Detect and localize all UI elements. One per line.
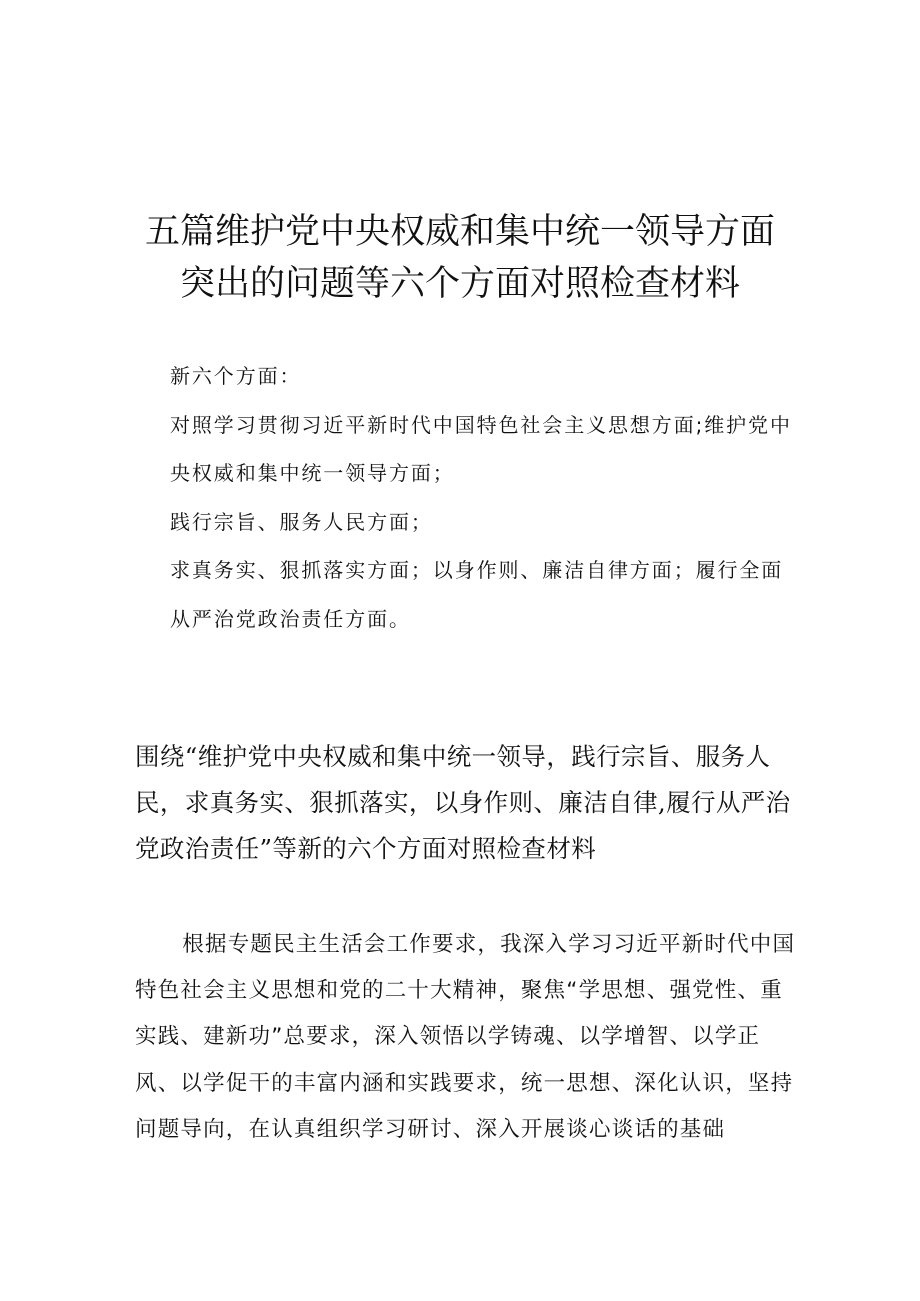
document-title bbox=[0, 206, 920, 310]
title-line-1: 五篇维护党中央权威和集中统一领导方面 bbox=[144, 212, 775, 252]
aspects-item: 求真务实、狠抓落实方面；以身作则、廉洁自律方面；履行全面从严治党政治责任方面。 bbox=[170, 558, 784, 631]
aspects-intro: 新六个方面： bbox=[170, 364, 302, 388]
aspects-item: 践行宗旨、服务人民方面； bbox=[170, 509, 433, 534]
section-heading: 围绕“维护党中央权威和集中统一领导，践行宗旨、服务人民，求真务实、狠抓落实，以身作则、廉洁自律,履行从严治党政治责任”等新的六个方面对照检查材料 bbox=[135, 742, 791, 863]
aspects-item: 对照学习贯彻习近平新时代中国特色社会主义思想方面;维护党中央权威和集中统一领导方面； bbox=[170, 412, 792, 485]
body-paragraph: 根据专题民主生活会工作要求，我深入学习习近平新时代中国特色社会主义思想和党的二十大精神，聚焦“学思想、强党性、重实践、建新功”总要求，深入领悟以学铸魂、以学增智、以学正风、以学促干的丰富内涵和实践要求，统一思想、深化认识，坚持问题导向，在认真组织学习研讨、深入开展谈心谈话的基础 bbox=[135, 932, 796, 1142]
six-aspects-list bbox=[170, 352, 800, 643]
title-line-2: 突出的问题等六个方面对照检查材料 bbox=[179, 264, 740, 304]
